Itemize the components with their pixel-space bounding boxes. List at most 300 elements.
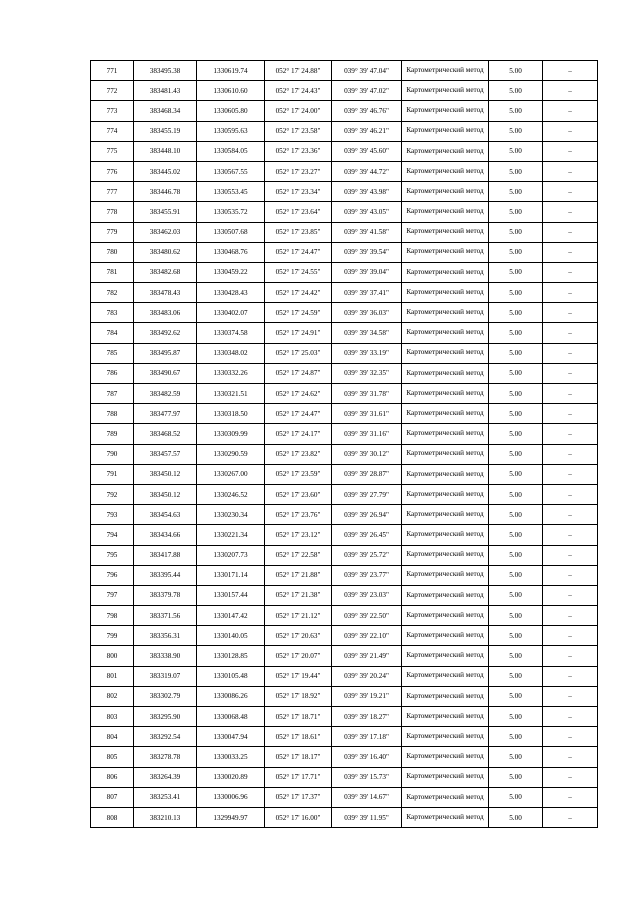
point-number-cell: 790 xyxy=(91,444,134,464)
note-cell: – xyxy=(543,384,598,404)
longitude-cell: 039° 39' 45.60" xyxy=(332,141,402,161)
longitude-cell: 039° 39' 25.72" xyxy=(332,545,402,565)
longitude-cell: 039° 39' 33.19" xyxy=(332,343,402,363)
table-row xyxy=(91,363,598,383)
accuracy-cell: 5.00 xyxy=(489,384,543,404)
point-number-cell: 795 xyxy=(91,545,134,565)
point-number-cell: 797 xyxy=(91,585,134,605)
accuracy-cell: 5.00 xyxy=(489,464,543,484)
longitude-cell: 039° 39' 31.61" xyxy=(332,404,402,424)
table-row xyxy=(91,787,598,807)
longitude-cell: 039° 39' 17.18" xyxy=(332,727,402,747)
note-cell: – xyxy=(543,727,598,747)
point-number-cell: 778 xyxy=(91,202,134,222)
note-cell: – xyxy=(543,585,598,605)
method-cell: Картометрический метод xyxy=(402,323,489,343)
note-cell: – xyxy=(543,787,598,807)
table-row xyxy=(91,727,598,747)
note-cell: – xyxy=(543,61,598,81)
table-row xyxy=(91,707,598,727)
y-coordinate-cell: 1330595.63 xyxy=(197,121,265,141)
longitude-cell: 039° 39' 32.35" xyxy=(332,363,402,383)
latitude-cell: 052° 17' 23.34" xyxy=(265,182,332,202)
table-row xyxy=(91,565,598,585)
y-coordinate-cell: 1330147.42 xyxy=(197,606,265,626)
latitude-cell: 052° 17' 24.62" xyxy=(265,384,332,404)
latitude-cell: 052° 17' 22.58" xyxy=(265,545,332,565)
method-cell: Картометрический метод xyxy=(402,343,489,363)
note-cell: – xyxy=(543,242,598,262)
accuracy-cell: 5.00 xyxy=(489,666,543,686)
accuracy-cell: 5.00 xyxy=(489,787,543,807)
note-cell: – xyxy=(543,707,598,727)
note-cell: – xyxy=(543,182,598,202)
point-number-cell: 808 xyxy=(91,807,134,827)
method-cell: Картометрический метод xyxy=(402,606,489,626)
point-number-cell: 793 xyxy=(91,505,134,525)
accuracy-cell: 5.00 xyxy=(489,404,543,424)
x-coordinate-cell: 383495.38 xyxy=(134,61,197,81)
method-cell: Картометрический метод xyxy=(402,424,489,444)
note-cell: – xyxy=(543,404,598,424)
point-number-cell: 799 xyxy=(91,626,134,646)
point-number-cell: 772 xyxy=(91,81,134,101)
table-row xyxy=(91,61,598,81)
y-coordinate-cell: 1330567.55 xyxy=(197,161,265,181)
y-coordinate-cell: 1329949.97 xyxy=(197,807,265,827)
note-cell: – xyxy=(543,323,598,343)
longitude-cell: 039° 39' 44.72" xyxy=(332,161,402,181)
point-number-cell: 786 xyxy=(91,363,134,383)
y-coordinate-cell: 1330128.85 xyxy=(197,646,265,666)
method-cell: Картометрический метод xyxy=(402,545,489,565)
method-cell: Картометрический метод xyxy=(402,626,489,646)
y-coordinate-cell: 1330047.94 xyxy=(197,727,265,747)
method-cell: Картометрический метод xyxy=(402,646,489,666)
accuracy-cell: 5.00 xyxy=(489,646,543,666)
latitude-cell: 052° 17' 23.59" xyxy=(265,464,332,484)
y-coordinate-cell: 1330428.43 xyxy=(197,283,265,303)
accuracy-cell: 5.00 xyxy=(489,707,543,727)
x-coordinate-cell: 383356.31 xyxy=(134,626,197,646)
x-coordinate-cell: 383450.12 xyxy=(134,484,197,504)
longitude-cell: 039° 39' 34.58" xyxy=(332,323,402,343)
x-coordinate-cell: 383492.62 xyxy=(134,323,197,343)
table-row xyxy=(91,141,598,161)
method-cell: Картометрический метод xyxy=(402,242,489,262)
latitude-cell: 052° 17' 18.71" xyxy=(265,707,332,727)
longitude-cell: 039° 39' 28.87" xyxy=(332,464,402,484)
latitude-cell: 052° 17' 20.07" xyxy=(265,646,332,666)
table-row xyxy=(91,283,598,303)
latitude-cell: 052° 17' 17.37" xyxy=(265,787,332,807)
y-coordinate-cell: 1330507.68 xyxy=(197,222,265,242)
table-row xyxy=(91,222,598,242)
x-coordinate-cell: 383292.54 xyxy=(134,727,197,747)
y-coordinate-cell: 1330402.07 xyxy=(197,303,265,323)
note-cell: – xyxy=(543,141,598,161)
x-coordinate-cell: 383455.91 xyxy=(134,202,197,222)
table-row xyxy=(91,505,598,525)
note-cell: – xyxy=(543,545,598,565)
accuracy-cell: 5.00 xyxy=(489,545,543,565)
longitude-cell: 039° 39' 26.45" xyxy=(332,525,402,545)
x-coordinate-cell: 383445.02 xyxy=(134,161,197,181)
point-number-cell: 771 xyxy=(91,61,134,81)
x-coordinate-cell: 383495.87 xyxy=(134,343,197,363)
y-coordinate-cell: 1330230.34 xyxy=(197,505,265,525)
note-cell: – xyxy=(543,767,598,787)
accuracy-cell: 5.00 xyxy=(489,424,543,444)
note-cell: – xyxy=(543,283,598,303)
x-coordinate-cell: 383455.19 xyxy=(134,121,197,141)
x-coordinate-cell: 383481.43 xyxy=(134,81,197,101)
point-number-cell: 775 xyxy=(91,141,134,161)
x-coordinate-cell: 383454.63 xyxy=(134,505,197,525)
note-cell: – xyxy=(543,464,598,484)
latitude-cell: 052° 17' 24.55" xyxy=(265,262,332,282)
longitude-cell: 039° 39' 47.04" xyxy=(332,61,402,81)
longitude-cell: 039° 39' 26.94" xyxy=(332,505,402,525)
method-cell: Картометрический метод xyxy=(402,121,489,141)
method-cell: Картометрический метод xyxy=(402,384,489,404)
point-number-cell: 777 xyxy=(91,182,134,202)
longitude-cell: 039° 39' 21.49" xyxy=(332,646,402,666)
table-row xyxy=(91,182,598,202)
table-row xyxy=(91,666,598,686)
method-cell: Картометрический метод xyxy=(402,565,489,585)
accuracy-cell: 5.00 xyxy=(489,727,543,747)
table-row xyxy=(91,545,598,565)
x-coordinate-cell: 383210.13 xyxy=(134,807,197,827)
note-cell: – xyxy=(543,363,598,383)
x-coordinate-cell: 383462.03 xyxy=(134,222,197,242)
y-coordinate-cell: 1330171.14 xyxy=(197,565,265,585)
accuracy-cell: 5.00 xyxy=(489,525,543,545)
y-coordinate-cell: 1330553.45 xyxy=(197,182,265,202)
accuracy-cell: 5.00 xyxy=(489,343,543,363)
method-cell: Картометрический метод xyxy=(402,767,489,787)
accuracy-cell: 5.00 xyxy=(489,484,543,504)
table-row xyxy=(91,807,598,827)
note-cell: – xyxy=(543,606,598,626)
x-coordinate-cell: 383482.68 xyxy=(134,262,197,282)
y-coordinate-cell: 1330374.58 xyxy=(197,323,265,343)
y-coordinate-cell: 1330318.50 xyxy=(197,404,265,424)
note-cell: – xyxy=(543,484,598,504)
longitude-cell: 039° 39' 18.27" xyxy=(332,707,402,727)
y-coordinate-cell: 1330020.89 xyxy=(197,767,265,787)
point-number-cell: 779 xyxy=(91,222,134,242)
method-cell: Картометрический метод xyxy=(402,81,489,101)
y-coordinate-cell: 1330610.60 xyxy=(197,81,265,101)
x-coordinate-cell: 383477.97 xyxy=(134,404,197,424)
latitude-cell: 052° 17' 23.82" xyxy=(265,444,332,464)
table-row xyxy=(91,262,598,282)
table-row xyxy=(91,686,598,706)
note-cell: – xyxy=(543,444,598,464)
method-cell: Картометрический метод xyxy=(402,666,489,686)
latitude-cell: 052° 17' 20.63" xyxy=(265,626,332,646)
point-number-cell: 780 xyxy=(91,242,134,262)
point-number-cell: 787 xyxy=(91,384,134,404)
accuracy-cell: 5.00 xyxy=(489,606,543,626)
y-coordinate-cell: 1330033.25 xyxy=(197,747,265,767)
note-cell: – xyxy=(543,747,598,767)
method-cell: Картометрический метод xyxy=(402,182,489,202)
method-cell: Картометрический метод xyxy=(402,262,489,282)
table-row xyxy=(91,484,598,504)
note-cell: – xyxy=(543,101,598,121)
method-cell: Картометрический метод xyxy=(402,202,489,222)
y-coordinate-cell: 1330267.00 xyxy=(197,464,265,484)
point-number-cell: 773 xyxy=(91,101,134,121)
y-coordinate-cell: 1330006.96 xyxy=(197,787,265,807)
accuracy-cell: 5.00 xyxy=(489,444,543,464)
table-row xyxy=(91,525,598,545)
x-coordinate-cell: 383483.06 xyxy=(134,303,197,323)
latitude-cell: 052° 17' 24.91" xyxy=(265,323,332,343)
y-coordinate-cell: 1330086.26 xyxy=(197,686,265,706)
table-row xyxy=(91,343,598,363)
latitude-cell: 052° 17' 24.43" xyxy=(265,81,332,101)
note-cell: – xyxy=(543,121,598,141)
longitude-cell: 039° 39' 39.04" xyxy=(332,262,402,282)
longitude-cell: 039° 39' 47.02" xyxy=(332,81,402,101)
latitude-cell: 052° 17' 24.17" xyxy=(265,424,332,444)
latitude-cell: 052° 17' 17.71" xyxy=(265,767,332,787)
latitude-cell: 052° 17' 24.88" xyxy=(265,61,332,81)
note-cell: – xyxy=(543,161,598,181)
y-coordinate-cell: 1330348.02 xyxy=(197,343,265,363)
latitude-cell: 052° 17' 21.12" xyxy=(265,606,332,626)
accuracy-cell: 5.00 xyxy=(489,363,543,383)
y-coordinate-cell: 1330290.59 xyxy=(197,444,265,464)
longitude-cell: 039° 39' 19.21" xyxy=(332,686,402,706)
y-coordinate-cell: 1330068.48 xyxy=(197,707,265,727)
longitude-cell: 039° 39' 43.98" xyxy=(332,182,402,202)
table-row xyxy=(91,303,598,323)
x-coordinate-cell: 383417.88 xyxy=(134,545,197,565)
note-cell: – xyxy=(543,222,598,242)
method-cell: Картометрический метод xyxy=(402,484,489,504)
note-cell: – xyxy=(543,626,598,646)
latitude-cell: 052° 17' 23.27" xyxy=(265,161,332,181)
point-number-cell: 796 xyxy=(91,565,134,585)
table-row xyxy=(91,242,598,262)
method-cell: Картометрический метод xyxy=(402,525,489,545)
accuracy-cell: 5.00 xyxy=(489,182,543,202)
longitude-cell: 039° 39' 20.24" xyxy=(332,666,402,686)
x-coordinate-cell: 383478.43 xyxy=(134,283,197,303)
x-coordinate-cell: 383278.78 xyxy=(134,747,197,767)
latitude-cell: 052° 17' 21.38" xyxy=(265,585,332,605)
point-number-cell: 781 xyxy=(91,262,134,282)
point-number-cell: 805 xyxy=(91,747,134,767)
method-cell: Картометрический метод xyxy=(402,464,489,484)
point-number-cell: 802 xyxy=(91,686,134,706)
table-row xyxy=(91,81,598,101)
longitude-cell: 039° 39' 22.50" xyxy=(332,606,402,626)
x-coordinate-cell: 383468.52 xyxy=(134,424,197,444)
method-cell: Картометрический метод xyxy=(402,505,489,525)
accuracy-cell: 5.00 xyxy=(489,505,543,525)
note-cell: – xyxy=(543,81,598,101)
table-body xyxy=(91,61,598,828)
method-cell: Картометрический метод xyxy=(402,161,489,181)
longitude-cell: 039° 39' 43.05" xyxy=(332,202,402,222)
x-coordinate-cell: 383379.78 xyxy=(134,585,197,605)
accuracy-cell: 5.00 xyxy=(489,565,543,585)
x-coordinate-cell: 383371.56 xyxy=(134,606,197,626)
longitude-cell: 039° 39' 46.76" xyxy=(332,101,402,121)
x-coordinate-cell: 383253.41 xyxy=(134,787,197,807)
point-number-cell: 801 xyxy=(91,666,134,686)
point-number-cell: 803 xyxy=(91,707,134,727)
note-cell: – xyxy=(543,262,598,282)
note-cell: – xyxy=(543,565,598,585)
point-number-cell: 806 xyxy=(91,767,134,787)
latitude-cell: 052° 17' 21.88" xyxy=(265,565,332,585)
method-cell: Картометрический метод xyxy=(402,404,489,424)
table-row xyxy=(91,747,598,767)
accuracy-cell: 5.00 xyxy=(489,303,543,323)
accuracy-cell: 5.00 xyxy=(489,585,543,605)
table-row xyxy=(91,101,598,121)
longitude-cell: 039° 39' 36.03" xyxy=(332,303,402,323)
latitude-cell: 052° 17' 23.85" xyxy=(265,222,332,242)
x-coordinate-cell: 383450.12 xyxy=(134,464,197,484)
point-number-cell: 804 xyxy=(91,727,134,747)
method-cell: Картометрический метод xyxy=(402,222,489,242)
accuracy-cell: 5.00 xyxy=(489,747,543,767)
accuracy-cell: 5.00 xyxy=(489,323,543,343)
longitude-cell: 039° 39' 23.03" xyxy=(332,585,402,605)
x-coordinate-cell: 383338.90 xyxy=(134,646,197,666)
method-cell: Картометрический метод xyxy=(402,141,489,161)
x-coordinate-cell: 383482.59 xyxy=(134,384,197,404)
point-number-cell: 788 xyxy=(91,404,134,424)
table-row xyxy=(91,161,598,181)
y-coordinate-cell: 1330321.51 xyxy=(197,384,265,404)
accuracy-cell: 5.00 xyxy=(489,262,543,282)
x-coordinate-cell: 383319.07 xyxy=(134,666,197,686)
note-cell: – xyxy=(543,202,598,222)
method-cell: Картометрический метод xyxy=(402,363,489,383)
point-number-cell: 792 xyxy=(91,484,134,504)
table-row xyxy=(91,202,598,222)
accuracy-cell: 5.00 xyxy=(489,242,543,262)
longitude-cell: 039° 39' 16.40" xyxy=(332,747,402,767)
note-cell: – xyxy=(543,807,598,827)
x-coordinate-cell: 383490.67 xyxy=(134,363,197,383)
table-row xyxy=(91,767,598,787)
accuracy-cell: 5.00 xyxy=(489,767,543,787)
point-number-cell: 785 xyxy=(91,343,134,363)
accuracy-cell: 5.00 xyxy=(489,222,543,242)
latitude-cell: 052° 17' 23.76" xyxy=(265,505,332,525)
point-number-cell: 776 xyxy=(91,161,134,181)
note-cell: – xyxy=(543,666,598,686)
x-coordinate-cell: 383480.62 xyxy=(134,242,197,262)
accuracy-cell: 5.00 xyxy=(489,141,543,161)
method-cell: Картометрический метод xyxy=(402,747,489,767)
x-coordinate-cell: 383457.57 xyxy=(134,444,197,464)
point-number-cell: 782 xyxy=(91,283,134,303)
point-number-cell: 774 xyxy=(91,121,134,141)
note-cell: – xyxy=(543,424,598,444)
longitude-cell: 039° 39' 23.77" xyxy=(332,565,402,585)
point-number-cell: 807 xyxy=(91,787,134,807)
table-row xyxy=(91,626,598,646)
y-coordinate-cell: 1330459.22 xyxy=(197,262,265,282)
method-cell: Картометрический метод xyxy=(402,283,489,303)
x-coordinate-cell: 383395.44 xyxy=(134,565,197,585)
x-coordinate-cell: 383446.78 xyxy=(134,182,197,202)
y-coordinate-cell: 1330207.73 xyxy=(197,545,265,565)
longitude-cell: 039° 39' 11.95" xyxy=(332,807,402,827)
table-row xyxy=(91,606,598,626)
latitude-cell: 052° 17' 25.03" xyxy=(265,343,332,363)
latitude-cell: 052° 17' 23.60" xyxy=(265,484,332,504)
latitude-cell: 052° 17' 16.00" xyxy=(265,807,332,827)
table-row xyxy=(91,121,598,141)
x-coordinate-cell: 383295.90 xyxy=(134,707,197,727)
y-coordinate-cell: 1330605.80 xyxy=(197,101,265,121)
latitude-cell: 052° 17' 24.47" xyxy=(265,404,332,424)
accuracy-cell: 5.00 xyxy=(489,161,543,181)
x-coordinate-cell: 383448.10 xyxy=(134,141,197,161)
table-row xyxy=(91,444,598,464)
latitude-cell: 052° 17' 19.44" xyxy=(265,666,332,686)
latitude-cell: 052° 17' 18.61" xyxy=(265,727,332,747)
y-coordinate-cell: 1330140.05 xyxy=(197,626,265,646)
point-number-cell: 794 xyxy=(91,525,134,545)
method-cell: Картометрический метод xyxy=(402,707,489,727)
point-number-cell: 783 xyxy=(91,303,134,323)
accuracy-cell: 5.00 xyxy=(489,626,543,646)
longitude-cell: 039° 39' 41.58" xyxy=(332,222,402,242)
y-coordinate-cell: 1330157.44 xyxy=(197,585,265,605)
longitude-cell: 039° 39' 37.41" xyxy=(332,283,402,303)
latitude-cell: 052° 17' 24.00" xyxy=(265,101,332,121)
point-number-cell: 789 xyxy=(91,424,134,444)
table-row xyxy=(91,323,598,343)
note-cell: – xyxy=(543,525,598,545)
x-coordinate-cell: 383302.79 xyxy=(134,686,197,706)
latitude-cell: 052° 17' 24.42" xyxy=(265,283,332,303)
latitude-cell: 052° 17' 24.59" xyxy=(265,303,332,323)
table-row xyxy=(91,384,598,404)
x-coordinate-cell: 383434.66 xyxy=(134,525,197,545)
y-coordinate-cell: 1330309.99 xyxy=(197,424,265,444)
accuracy-cell: 5.00 xyxy=(489,283,543,303)
point-number-cell: 800 xyxy=(91,646,134,666)
method-cell: Картометрический метод xyxy=(402,807,489,827)
latitude-cell: 052° 17' 18.17" xyxy=(265,747,332,767)
longitude-cell: 039° 39' 31.16" xyxy=(332,424,402,444)
table-row xyxy=(91,424,598,444)
longitude-cell: 039° 39' 22.10" xyxy=(332,626,402,646)
point-number-cell: 798 xyxy=(91,606,134,626)
note-cell: – xyxy=(543,686,598,706)
longitude-cell: 039° 39' 14.67" xyxy=(332,787,402,807)
accuracy-cell: 5.00 xyxy=(489,807,543,827)
latitude-cell: 052° 17' 23.64" xyxy=(265,202,332,222)
table-row xyxy=(91,404,598,424)
y-coordinate-cell: 1330332.26 xyxy=(197,363,265,383)
latitude-cell: 052° 17' 23.36" xyxy=(265,141,332,161)
